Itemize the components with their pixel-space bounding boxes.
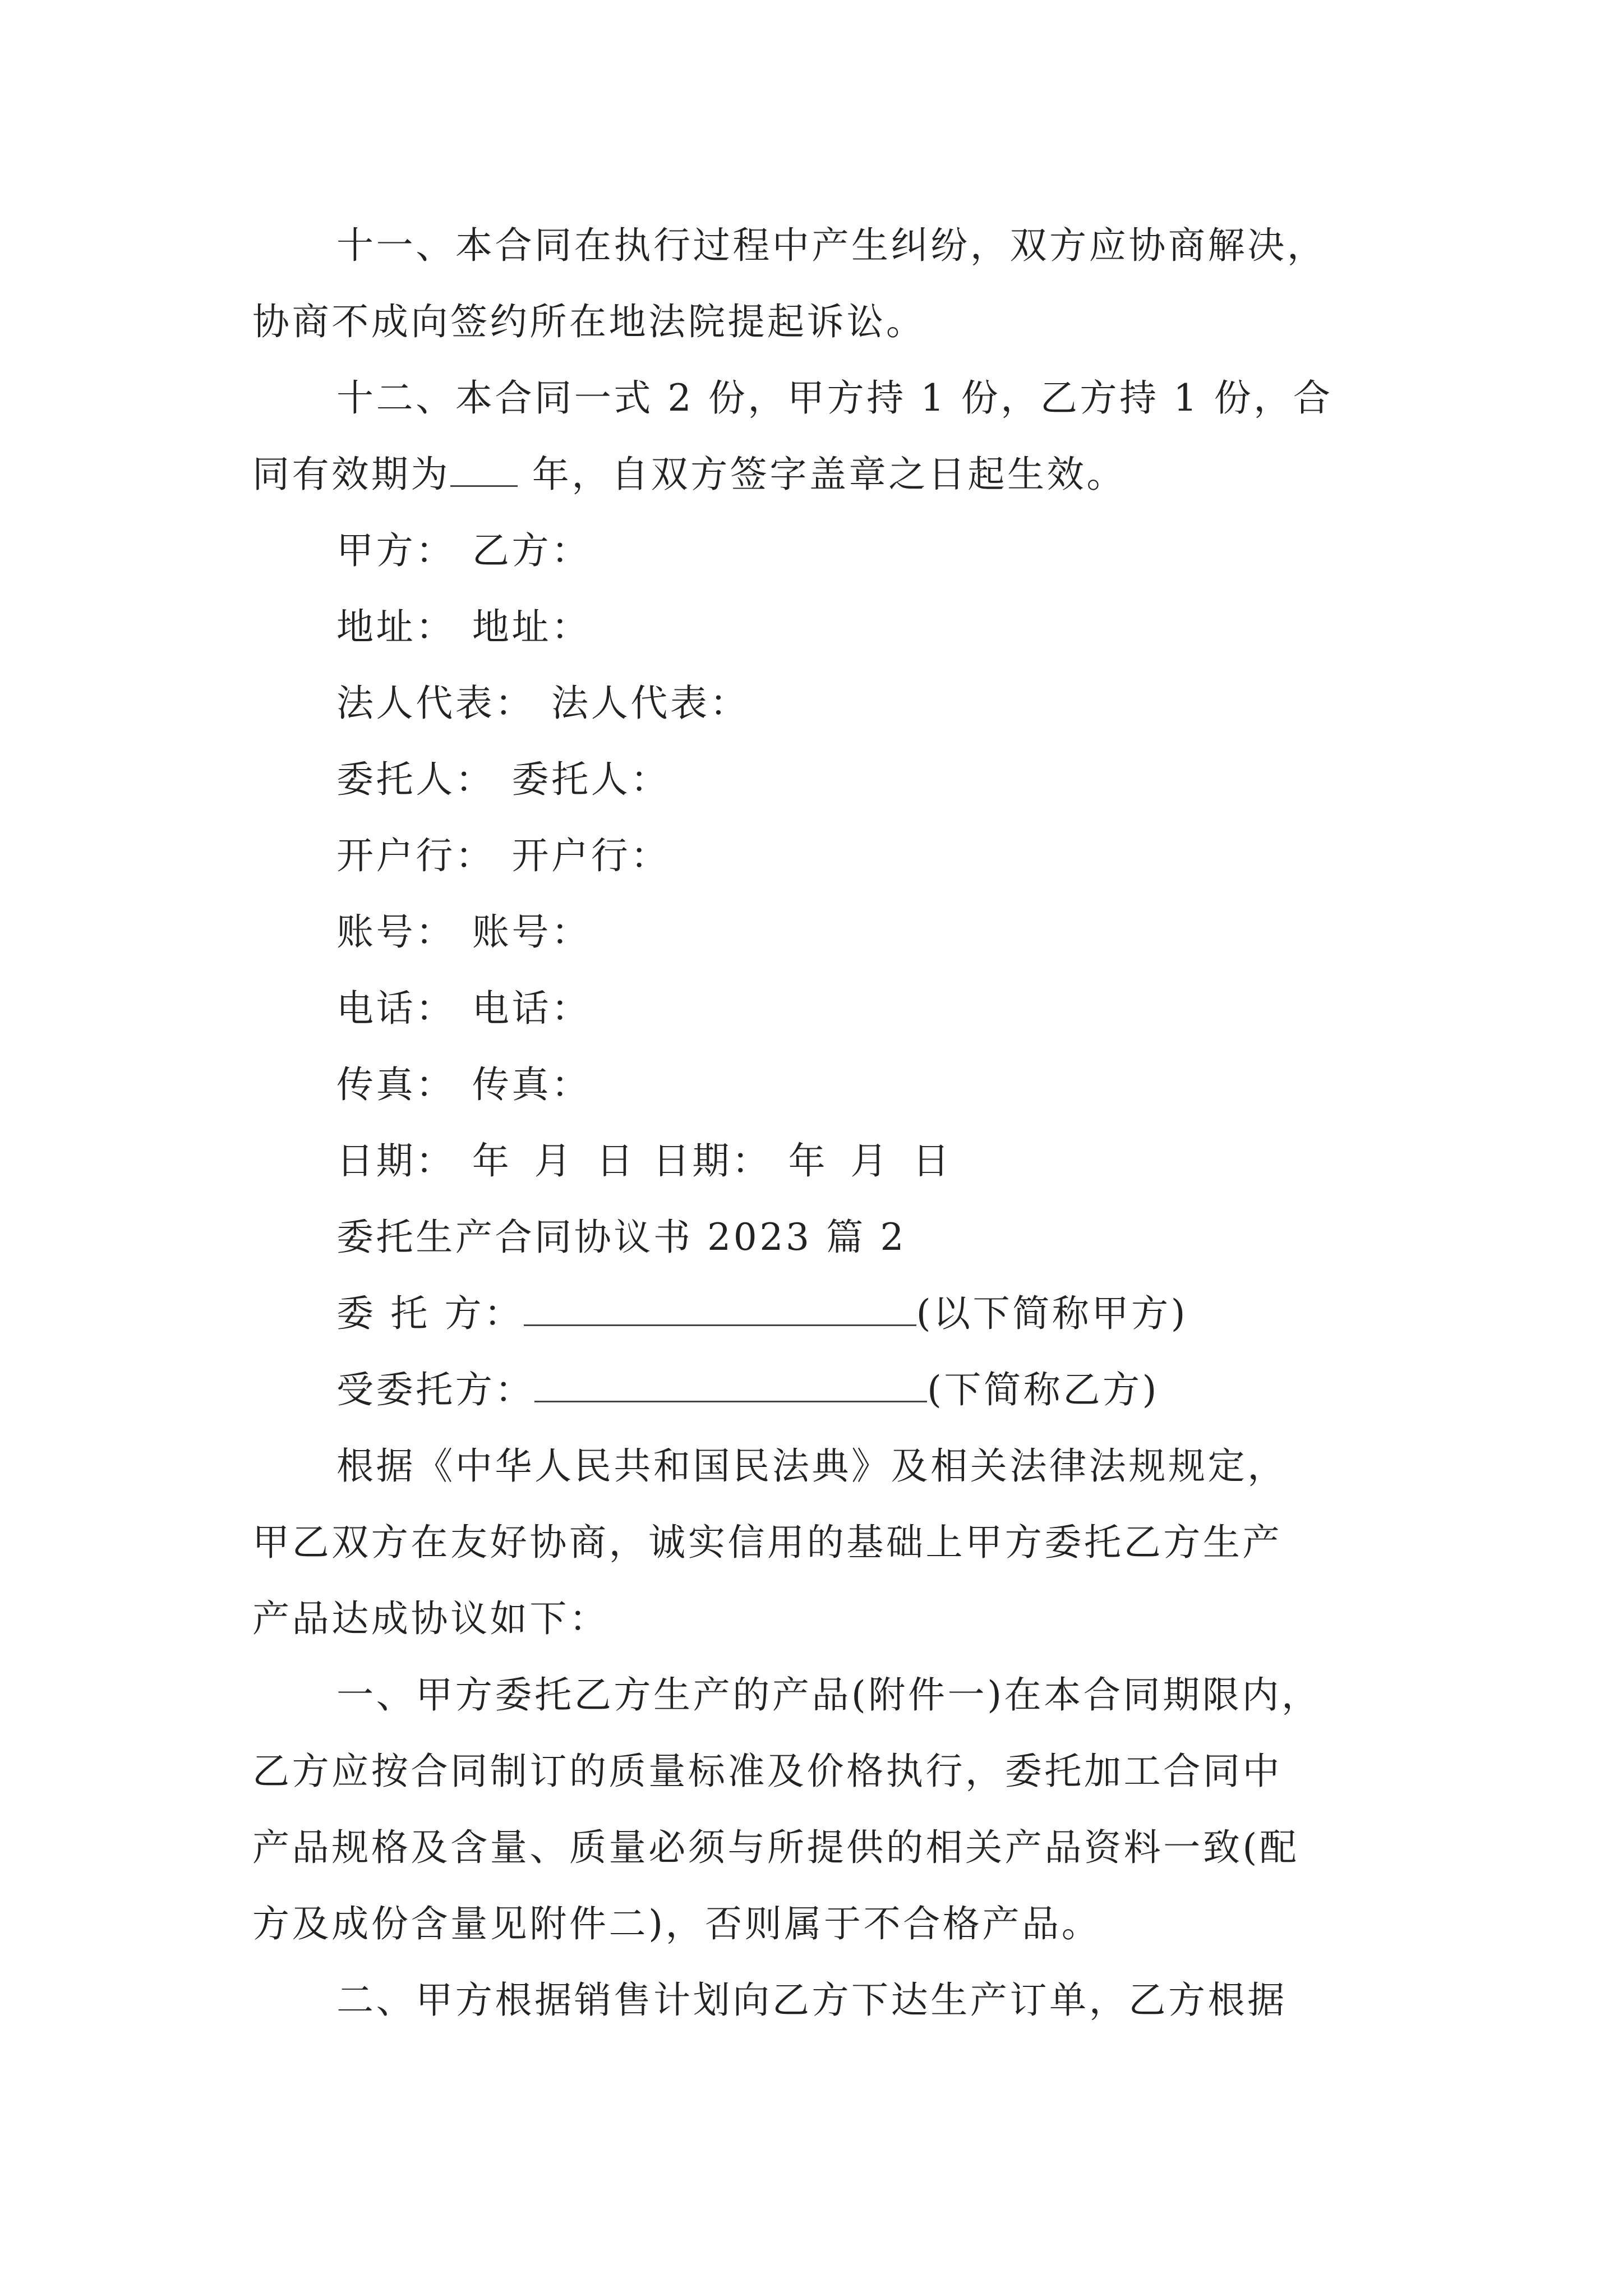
legal-rep-row	[336, 678, 749, 729]
clause-1-line-1: 一、甲方委托乙方生产的产品(附件一)在本合同期限内，	[336, 1673, 1321, 1717]
fax-b-label: 传真：	[472, 1063, 591, 1106]
clause-12-term-suffix: 年，自双方签字盖章之日起生效。	[518, 453, 1127, 496]
principal-suffix: (以下简称甲方)	[916, 1292, 1188, 1335]
bank-row	[336, 830, 670, 882]
agent-b-label: 委托人：	[511, 758, 670, 801]
clause-1-line-2: 乙方应按合同制订的质量标准及价格执行，委托加工合同中	[252, 1750, 1283, 1793]
date-b-month: 月	[850, 1139, 890, 1182]
clause-11-line-2: 协商不成向签约所在地法院提起诉讼。	[252, 300, 926, 343]
account-a-label: 账号：	[336, 910, 455, 954]
principal-name-blank	[524, 1290, 916, 1326]
principal-row	[336, 1288, 1188, 1340]
date-a-day: 日	[596, 1139, 636, 1182]
contractor-name-blank	[534, 1366, 927, 1402]
clause-1-line-4: 方及成份含量见附件二)，否则属于不合格产品。	[252, 1902, 1101, 1945]
agent-a-label: 委托人：	[336, 758, 495, 801]
preamble-line-2: 甲乙双方在友好协商，诚实信用的基础上甲方委托乙方生产	[252, 1521, 1283, 1564]
principal-label: 委 托 方：	[336, 1292, 524, 1335]
clause-12-line-2	[252, 449, 1126, 500]
fax-row	[336, 1059, 591, 1111]
bank-a-label: 开户行：	[336, 834, 495, 877]
section-2-heading: 委托生产合同协议书 2023 篇 2	[336, 1216, 907, 1259]
date-row	[336, 1135, 952, 1187]
contractor-label: 受委托方：	[336, 1368, 535, 1411]
clause-11-line-1: 十一、本合同在执行过程中产生纠纷，双方应协商解决，	[336, 224, 1327, 267]
address-a-label: 地址：	[336, 605, 455, 648]
contractor-suffix: (下简称乙方)	[927, 1368, 1159, 1411]
address-row	[336, 601, 591, 653]
account-row	[336, 907, 591, 958]
phone-b-label: 电话：	[472, 987, 591, 1030]
clause-12-line-1: 十二、本合同一式 2 份，甲方持 1 份，乙方持 1 份，合	[336, 376, 1333, 420]
legal-rep-b-label: 法人代表：	[551, 682, 750, 725]
date-a-label: 日期：	[336, 1139, 455, 1182]
date-b-year: 年	[788, 1139, 828, 1182]
preamble-line-1: 根据《中华人民共和国民法典》及相关法律法规规定，	[336, 1444, 1287, 1488]
phone-row	[336, 983, 591, 1034]
address-b-label: 地址：	[472, 605, 591, 648]
account-b-label: 账号：	[472, 910, 591, 954]
clause-12-term-prefix: 同有效期为	[252, 453, 451, 496]
agent-row	[336, 754, 670, 806]
party-a-label: 甲方：	[336, 529, 455, 572]
term-years-blank	[450, 450, 518, 487]
date-a-year: 年	[472, 1139, 512, 1182]
clause-1-line-3: 产品规格及含量、质量必须与所提供的相关产品资料一致(配	[252, 1826, 1299, 1869]
fax-a-label: 传真：	[336, 1063, 455, 1106]
legal-rep-a-label: 法人代表：	[336, 682, 535, 725]
contractor-row	[336, 1364, 1159, 1416]
preamble-line-3: 产品达成协议如下：	[252, 1597, 609, 1640]
party-row	[336, 525, 591, 577]
date-b-day: 日	[912, 1139, 952, 1182]
date-b-label: 日期：	[652, 1139, 772, 1182]
phone-a-label: 电话：	[336, 987, 455, 1030]
party-b-label: 乙方：	[472, 529, 591, 572]
clause-2-line-1: 二、甲方根据销售计划向乙方下达生产订单，乙方根据	[336, 1978, 1287, 2022]
date-a-month: 月	[534, 1139, 574, 1182]
bank-b-label: 开户行：	[511, 834, 670, 877]
